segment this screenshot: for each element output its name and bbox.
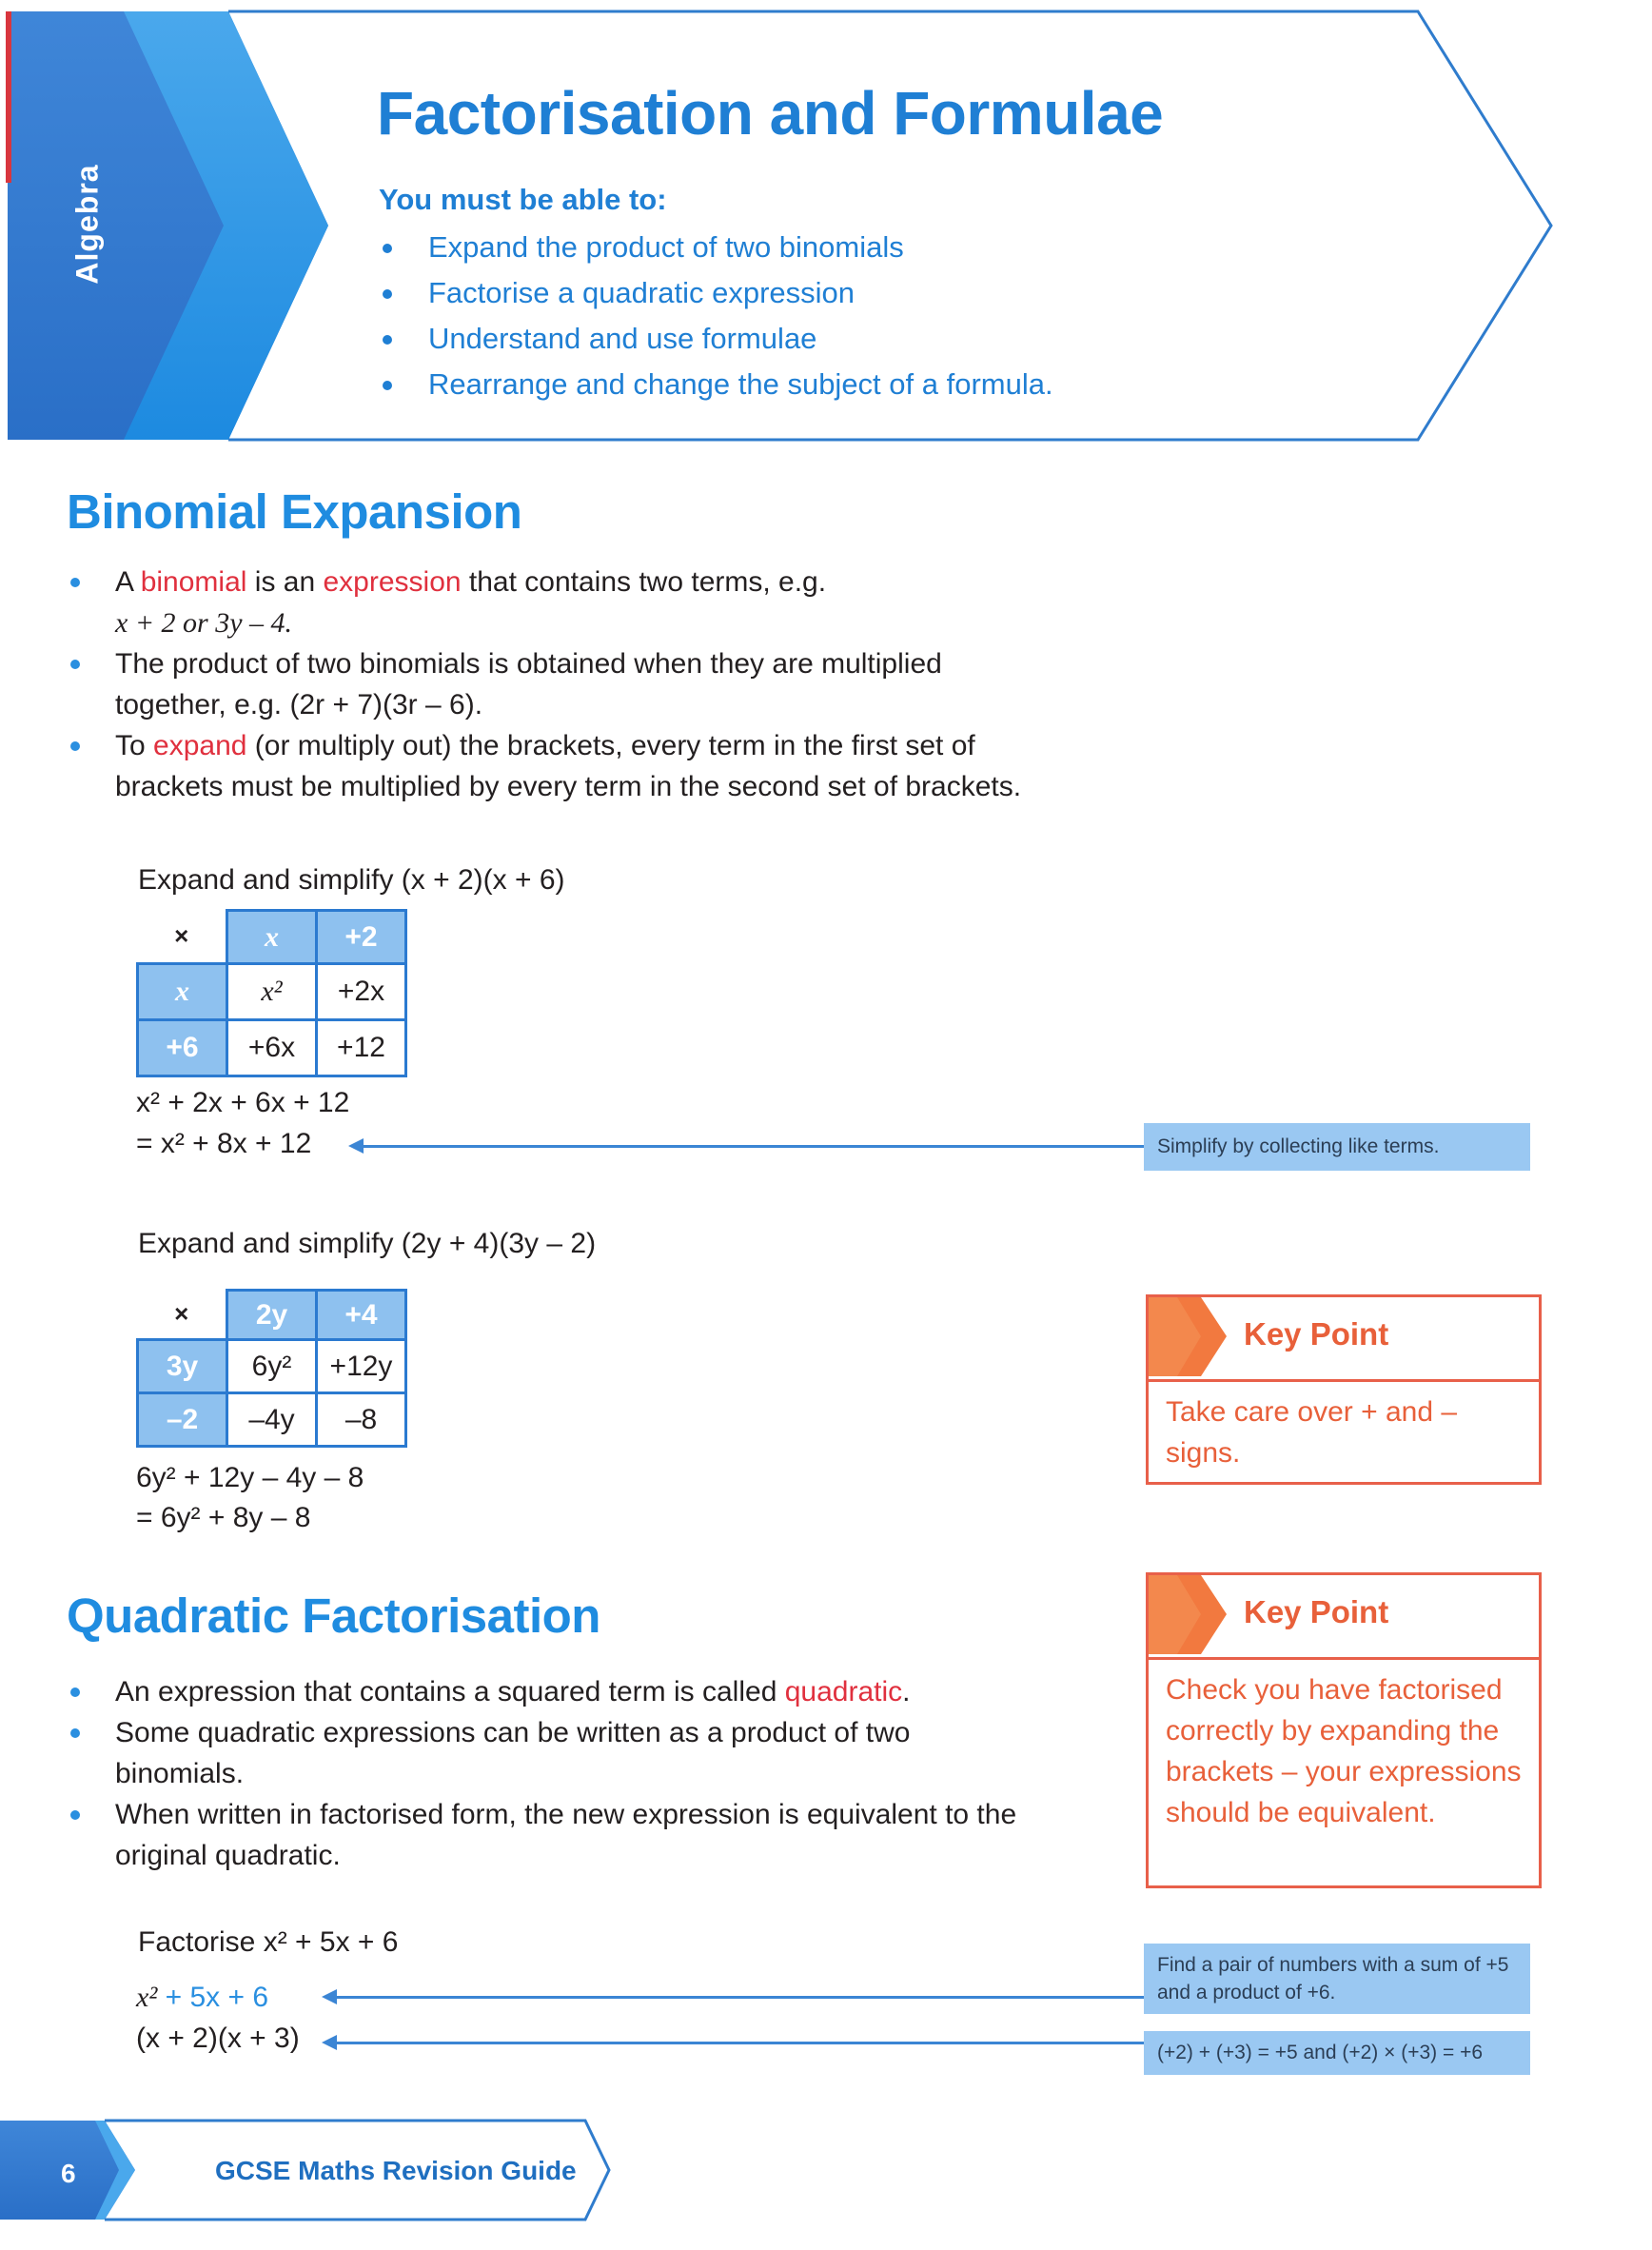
arrow-connector (335, 1996, 1144, 1999)
multiply-sign: × (174, 1299, 189, 1329)
section-tab (59, 152, 116, 295)
arrow-connector (362, 1145, 1144, 1148)
key-point-title: Key Point (1244, 1316, 1389, 1352)
term-quadratic: quadratic (784, 1676, 903, 1707)
objectives-title: You must be able to: (379, 183, 667, 216)
grid-row-header: –2 (138, 1393, 227, 1447)
key-point-box (1146, 1294, 1542, 1485)
factorise-prompt: Factorise x² + 5x + 6 (138, 1926, 399, 1958)
bullet-item: The product of two binomials is obtained when they are multiplied together, e.g. (2r + 7)(3r – 6). (67, 643, 1037, 725)
grid-cell: +12y (317, 1340, 406, 1393)
bullet-item: To expand (or multiply out) the brackets, every term in the first set of brackets must be multiplied by every term in the second set of brackets. (67, 725, 1037, 807)
objective-item: Understand and use formulae (379, 316, 1053, 362)
page-number: 6 (61, 2159, 76, 2188)
grid-row-header: x (138, 964, 227, 1020)
example1-step1: x² + 2x + 6x + 12 (136, 1087, 350, 1118)
bullet-item: Some quadratic expressions can be written as a product of two binomials. (67, 1712, 1037, 1794)
grid-row-header: +6 (138, 1020, 227, 1076)
factorise-line2: (x + 2)(x + 3) (136, 2023, 300, 2054)
grid-col-header: +4 (317, 1291, 406, 1340)
example2-step1: 6y² + 12y – 4y – 8 (136, 1462, 364, 1493)
chevron-icon (1149, 1575, 1234, 1654)
objective-item: Factorise a quadratic expression (379, 270, 1053, 316)
grid-cell: +6x (227, 1020, 317, 1076)
objective-item: Expand the product of two binomials (379, 225, 1053, 270)
key-point-text: Check you have factorised correctly by expanding the brackets – your expressions should be equivalent. (1166, 1674, 1522, 1828)
term-expand: expand (153, 730, 247, 761)
grid-col-header: +2 (317, 911, 406, 964)
section-tab-label: Algebra (69, 163, 105, 285)
chevron-icon (1149, 1297, 1234, 1376)
grid-cell: +12 (317, 1020, 406, 1076)
grid-cell: 6y² (227, 1340, 317, 1393)
binomial-bullets (67, 562, 1037, 807)
example2-grid (136, 1289, 407, 1448)
example2-prompt: Expand and simplify (2y + 4)(3y – 2) (138, 1228, 597, 1259)
example1-prompt: Expand and simplify (x + 2)(x + 6) (138, 864, 565, 896)
note-simplify: Simplify by collecting like terms. (1144, 1123, 1530, 1171)
arrow-connector (335, 2042, 1144, 2044)
term-expression: expression (323, 566, 462, 598)
key-point-text: Take care over + and – signs. (1166, 1396, 1458, 1469)
grid-cell: +2x (317, 964, 406, 1020)
bullet-item: When written in factorised form, the new expression is equivalent to the original quadratic. (67, 1794, 1037, 1876)
objective-item: Rearrange and change the subject of a formula. (379, 362, 1053, 407)
note-find-pair: Find a pair of numbers with a sum of +5 and a product of +6. (1144, 1944, 1530, 2014)
bullet-item: A binomial is an expression that contains two terms, e.g. x + 2 or 3y – 4. (67, 562, 1037, 643)
key-point-title: Key Point (1244, 1594, 1389, 1629)
example1-grid (136, 909, 407, 1077)
quadratic-heading: Quadratic Factorisation (67, 1589, 600, 1643)
grid-col-header: 2y (227, 1291, 317, 1340)
note-check-pair: (+2) + (+3) = +5 and (+2) × (+3) = +6 (1144, 2031, 1530, 2075)
example1-step2: = x² + 8x + 12 (136, 1128, 312, 1159)
binomial-example: x + 2 or 3y – 4. (115, 607, 293, 639)
bullet-item: An expression that contains a squared term is called quadratic. (67, 1671, 1037, 1712)
grid-col-header: x (227, 911, 317, 964)
term-binomial: binomial (140, 566, 247, 598)
grid-cell: –8 (317, 1393, 406, 1447)
book-title: GCSE Maths Revision Guide (215, 2156, 577, 2185)
factorise-line1: x² + 5x + 6 (136, 1982, 269, 2013)
multiply-sign: × (174, 921, 189, 951)
key-point-box (1146, 1572, 1542, 1888)
grid-cell: x² (227, 964, 317, 1020)
binomial-heading: Binomial Expansion (67, 484, 522, 539)
objectives-list (379, 225, 1053, 407)
quadratic-bullets (67, 1671, 1037, 1876)
page-title: Factorisation and Formulae (377, 79, 1164, 148)
grid-row-header: 3y (138, 1340, 227, 1393)
grid-cell: –4y (227, 1393, 317, 1447)
example2-step2: = 6y² + 8y – 8 (136, 1502, 311, 1533)
